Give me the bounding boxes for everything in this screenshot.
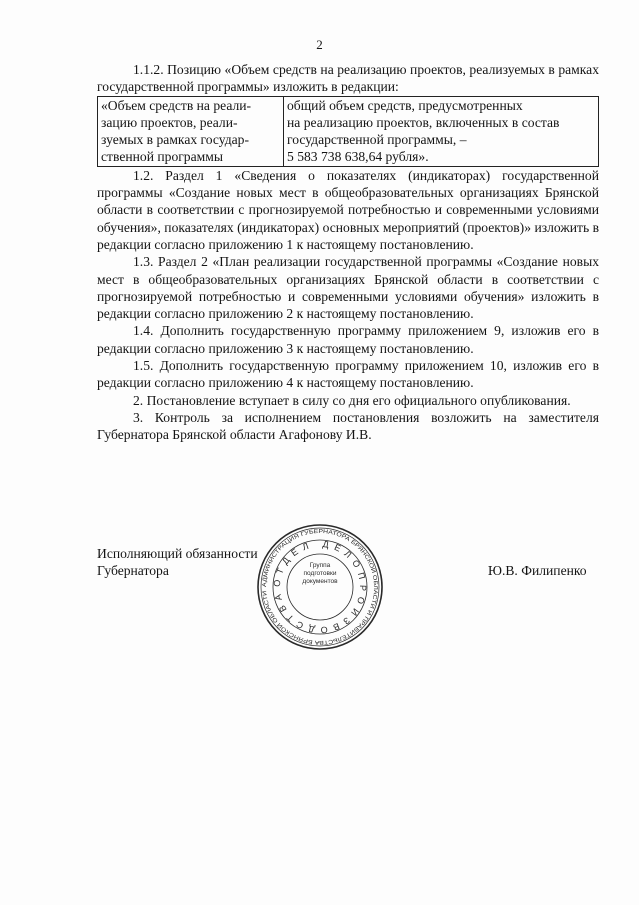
cell-line: зуемых в рамках государ- (101, 132, 249, 148)
cell-line: государственной программы, – (287, 132, 467, 148)
signatory-title-line: Губернатора (97, 563, 169, 578)
stamp-middle-text: ОТДЕЛ ДЕЛОПРОИЗВОДСТВА (271, 538, 369, 636)
cell-line: зацию проектов, реали- (101, 114, 238, 130)
cell-line: на реализацию проектов, включенных в состав (287, 114, 560, 130)
signatory-title (97, 545, 258, 579)
paragraph-1-2: 1.2. Раздел 1 «Сведения о показателях (индикаторах) государственной программы «Создание новых мест в общеобразовательных организациях Брянской области в соответствии с прогнозируемой потребностью и современными условиями обучения», показателях (индикаторах) основных мероприятий (проектов)» изложить в редакции согласно приложению 1 к настоящему постановлению. (97, 167, 599, 252)
table-row (98, 96, 599, 166)
stamp-outer-text: АДМИНИСТРАЦИЯ ГУБЕРНАТОРА БРЯНСКОЙ ОБЛАСТИ И ПРАВИТЕЛЬСТВА БРЯНСКОЙ ОБЛАСТИ (261, 528, 379, 646)
cell-line: «Объем средств на реали- (101, 97, 252, 113)
funding-table (97, 96, 599, 167)
official-stamp (255, 522, 385, 652)
document-body (97, 61, 599, 444)
paragraph-1-4: 1.4. Дополнить государственную программу приложением 9, изложив его в редакции согласно приложению 3 к настоящему постановлению. (97, 323, 599, 356)
stamp-center-line: подготовки (303, 570, 337, 577)
paragraph-3: 3. Контроль за исполнением постановления возложить на заместителя Губернатора Брянской области Агафонову И.В. (97, 409, 599, 443)
stamp-center-line: документов (302, 578, 338, 585)
cell-line: общий объем средств, предусмотренных (287, 97, 523, 113)
paragraph-1-3: 1.3. Раздел 2 «План реализации государственной программы «Создание новых мест в общеобразовательных организациях Брянской области в соответствии с прогнозируемой потребностью и современными условиями обучения» изложить в редакции согласно приложению 2 к настоящему постановлению. (97, 254, 599, 322)
table-cell-label (98, 96, 284, 166)
signatory-name: Ю.В. Филипенко (488, 563, 587, 578)
paragraph-2: 2. Постановление вступает в силу со дня его официального опубликования. (133, 392, 571, 408)
cell-line: 5 583 738 638,64 рубля». (287, 149, 429, 165)
paragraph-1-5: 1.5. Дополнить государственную программу приложением 10, изложив его в редакции согласно приложению 4 к настоящему постановлению. (97, 358, 599, 391)
signatory-title-line: Исполняющий обязанности (97, 546, 258, 561)
stamp-center-text (300, 562, 340, 586)
stamp-center-line: Группа (309, 562, 331, 569)
cell-line: ственной программы (101, 149, 223, 165)
paragraph-1-1-2: 1.1.2. Позицию «Объем средств на реализацию проектов, реализуемых в рамках государственной программы» изложить в редакции: (97, 62, 599, 95)
stamp-graphic (255, 522, 385, 652)
table-cell-value (284, 96, 599, 166)
page-number: 2 (316, 37, 323, 52)
